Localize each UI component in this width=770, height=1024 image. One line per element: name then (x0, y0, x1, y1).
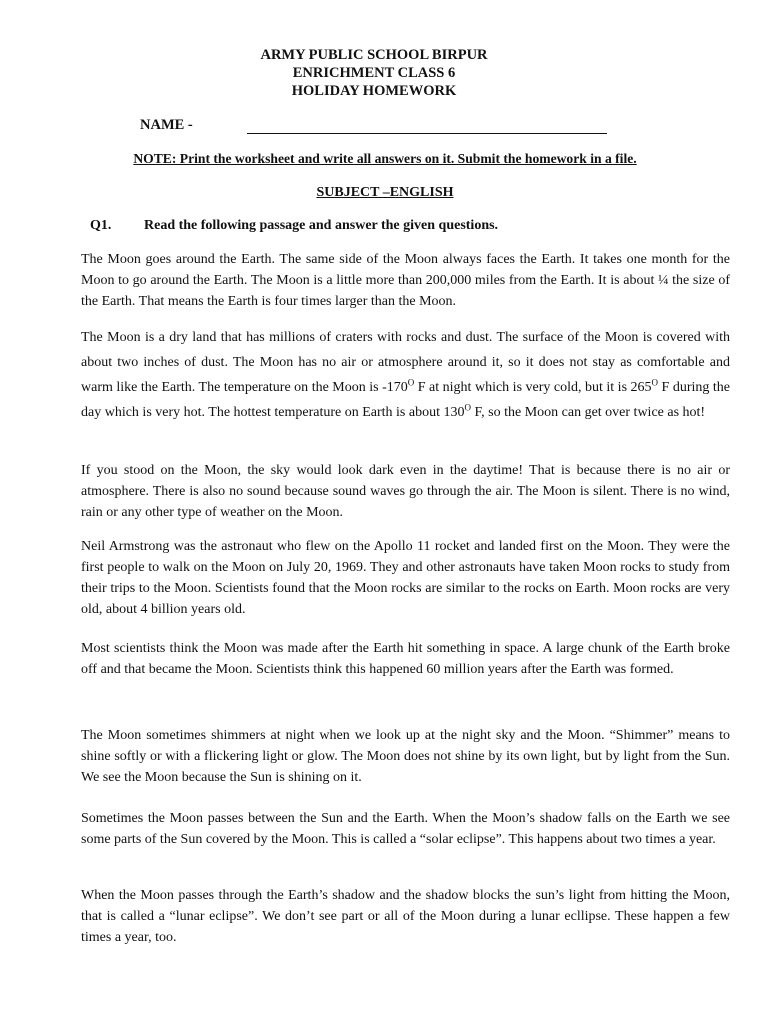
paragraph-1: The Moon goes around the Earth. The same side of the Moon always faces the Earth. It takes one month for the Moon to go around the Earth. The Moon is a little more than 200,000 miles from the Earth. It is about ¼ the size of the Earth. That means the Earth is four times larger than the Moon. (81, 252, 730, 309)
note-instruction: NOTE: Print the worksheet and write all answers on it. Submit the homework in a file. (133, 151, 637, 166)
degree-symbol: O (651, 377, 659, 388)
school-name: ARMY PUBLIC SCHOOL BIRPUR (260, 47, 488, 63)
degree-symbol: O (407, 377, 415, 388)
document-header (0, 46, 748, 100)
paragraph-5: Most scientists think the Moon was made after the Earth hit something in space. A large chunk of the Earth broke off and that became the Moon. Scientists think this happened 60 million years after the Earth was formed. (81, 641, 730, 677)
paragraph-2-part-a: The Moon is a dry land that has millions of craters with rocks and dust. The surface of the Moon is covered with about two inches of dust. The Moon has no air or atmosphere around it, so it does not stay as comfortable and warm like the Earth. The temperature on the Moon is -170 (81, 330, 730, 395)
homework-title: HOLIDAY HOMEWORK (291, 83, 457, 99)
paragraph-2-part-c: F during the day which is very hot. The hottest temperature on Earth is about 130 (81, 380, 730, 420)
name-row (140, 117, 610, 134)
paragraph-2 (81, 325, 730, 425)
degree-symbol: O (464, 402, 471, 413)
paragraph-2-part-b: F at night which is very cold, but it is 265 (414, 380, 652, 395)
paragraph-3: If you stood on the Moon, the sky would look dark even in the daytime! That is because there is no air or atmosphere. There is also no sound because sound waves go through the air. The Moon is silent. There is no wind, rain or any other type of weather on the Moon. (81, 463, 730, 520)
paragraph-4: Neil Armstrong was the astronaut who flew on the Apollo 11 rocket and landed first on the Moon. They were the first people to walk on the Moon on July 20, 1969. They and other astronauts have taken Moon rocks to study from their trips to the Moon. Scientists found that the Moon rocks are similar to the rocks on Earth. Moon rocks are very old, about 4 billion years old. (81, 539, 730, 617)
paragraph-6: The Moon sometimes shimmers at night when we look up at the night sky and the Moon. “Shimmer” means to shine softly or with a flickering light or glow. The Moon does not shine by its own light, but by light from the Sun. We see the Moon because the Sun is shining on it. (81, 728, 730, 785)
paragraph-7: Sometimes the Moon passes between the Sun and the Earth. When the Moon’s shadow falls on the Earth we see some parts of the Sun covered by the Moon. This is called a “solar eclipse”. This happens about two times a year. (81, 811, 730, 847)
paragraph-8: When the Moon passes through the Earth’s shadow and the shadow blocks the sun’s light from hitting the Moon, that is called a “lunar eclipse”. We don’t see part or all of the Moon during a lunar ecllipse. These happen a few times a year, too. (81, 888, 730, 945)
name-blank-line (247, 133, 607, 134)
question-number: Q1. (90, 218, 112, 233)
class-title: ENRICHMENT CLASS 6 (292, 65, 456, 81)
subject-heading: SUBJECT –ENGLISH (316, 185, 454, 200)
question-text: Read the following passage and answer the given questions. (144, 218, 499, 233)
paragraph-2-part-d: F, so the Moon can get over twice as hot! (470, 405, 706, 420)
name-label: NAME - (140, 117, 193, 133)
question-heading (90, 218, 730, 234)
